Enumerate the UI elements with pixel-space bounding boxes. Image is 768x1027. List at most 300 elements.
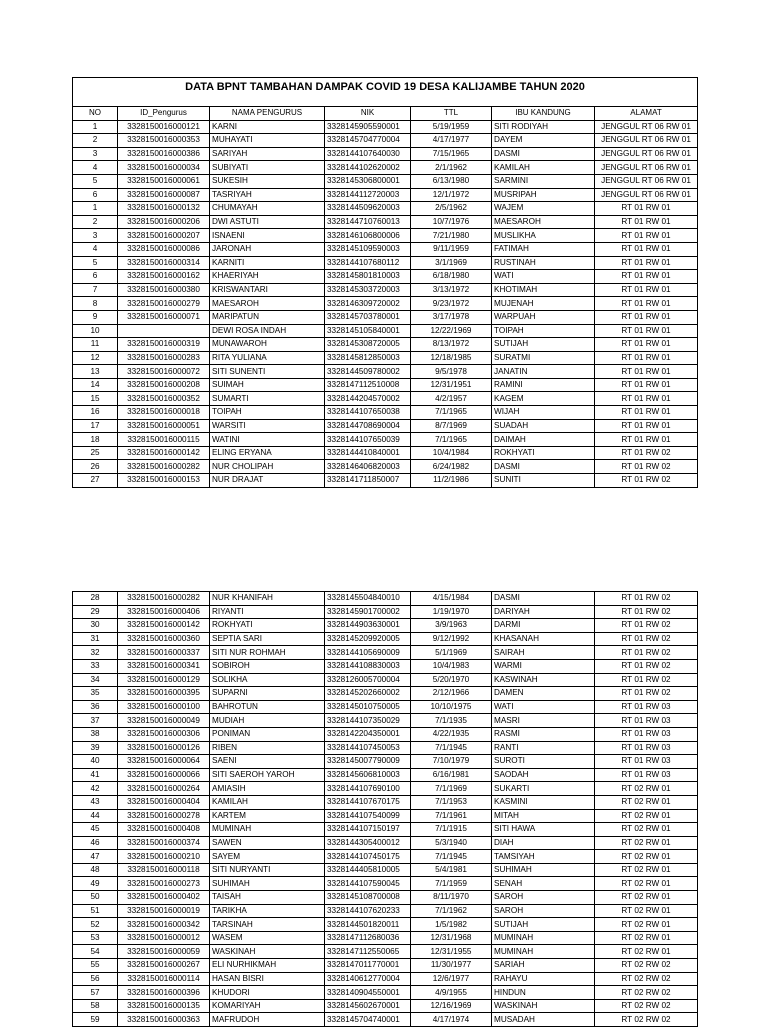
cell-no: 31 (73, 632, 118, 646)
cell-ibu-kandung: SITI HAWA (492, 823, 595, 837)
cell-no: 51 (73, 904, 118, 918)
cell-ibu-kandung: SURATMI (492, 351, 595, 365)
cell-no: 5 (73, 174, 118, 188)
cell-id-pengurus: 3328150016000086 (118, 242, 210, 256)
cell-alamat: RT 02 RW 02 (595, 986, 698, 1000)
cell-ibu-kandung: KHOTIMAH (492, 283, 595, 297)
cell-ttl: 5/1/1969 (411, 646, 492, 660)
cell-nama-pengurus: DWI ASTUTI (210, 215, 325, 229)
cell-alamat: RT 02 RW 01 (595, 931, 698, 945)
cell-nik: 3328145308720005 (325, 338, 411, 352)
data-table-top (72, 77, 698, 488)
cell-id-pengurus: 3328150016000267 (118, 959, 210, 973)
cell-nik: 3328147011770001 (325, 959, 411, 973)
cell-id-pengurus: 3328150016000142 (118, 446, 210, 460)
cell-id-pengurus: 3328150016000087 (118, 188, 210, 202)
table-row (73, 392, 698, 406)
cell-id-pengurus: 3328150016000386 (118, 147, 210, 161)
cell-no: 3 (73, 147, 118, 161)
cell-no: 58 (73, 999, 118, 1013)
cell-nama-pengurus: WARSITI (210, 419, 325, 433)
cell-ibu-kandung: JANATIN (492, 365, 595, 379)
cell-nik: 3328147112510008 (325, 378, 411, 392)
cell-nik: 3328144509620003 (325, 202, 411, 216)
data-table-bottom (72, 591, 698, 1027)
cell-ibu-kandung: KASWINAH (492, 673, 595, 687)
cell-ibu-kandung: DARMI (492, 619, 595, 633)
cell-no: 17 (73, 419, 118, 433)
cell-nik: 3328141711850007 (325, 474, 411, 488)
cell-id-pengurus: 3328150016000132 (118, 202, 210, 216)
table-row (73, 161, 698, 175)
cell-ibu-kandung: RASMI (492, 727, 595, 741)
cell-alamat: RT 01 RW 01 (595, 365, 698, 379)
cell-no: 3 (73, 229, 118, 243)
cell-no: 27 (73, 474, 118, 488)
cell-nik: 3328144102620002 (325, 161, 411, 175)
cell-no: 2 (73, 134, 118, 148)
cell-no: 37 (73, 714, 118, 728)
cell-ibu-kandung: SAODAH (492, 768, 595, 782)
table-row (73, 474, 698, 488)
table-row (73, 188, 698, 202)
cell-alamat: RT 01 RW 02 (595, 646, 698, 660)
table-row (73, 673, 698, 687)
cell-nama-pengurus: TOIPAH (210, 406, 325, 420)
cell-ibu-kandung: SUTIJAH (492, 918, 595, 932)
cell-id-pengurus: 3328150016000118 (118, 863, 210, 877)
cell-ttl: 8/13/1972 (411, 338, 492, 352)
cell-alamat: RT 01 RW 02 (595, 659, 698, 673)
cell-ibu-kandung: KAMILAH (492, 161, 595, 175)
cell-nama-pengurus: KAMILAH (210, 795, 325, 809)
cell-id-pengurus: 3328150016000210 (118, 850, 210, 864)
cell-nik: 3328144501820011 (325, 918, 411, 932)
cell-no: 48 (73, 863, 118, 877)
cell-nama-pengurus: ELI NURHIKMAH (210, 959, 325, 973)
cell-ibu-kandung: SITI RODIYAH (492, 120, 595, 134)
cell-ttl: 7/1/1935 (411, 714, 492, 728)
cell-id-pengurus: 3328150016000353 (118, 134, 210, 148)
cell-ibu-kandung: WATI (492, 700, 595, 714)
cell-no: 32 (73, 646, 118, 660)
table-row (73, 378, 698, 392)
cell-ibu-kandung: SUTIJAH (492, 338, 595, 352)
cell-no: 13 (73, 365, 118, 379)
cell-ibu-kandung: DAYEM (492, 134, 595, 148)
table-body-bottom (73, 592, 698, 1027)
table-row (73, 972, 698, 986)
table-row (73, 768, 698, 782)
table-row (73, 795, 698, 809)
cell-nama-pengurus: DEWI ROSA INDAH (210, 324, 325, 338)
table-row (73, 446, 698, 460)
cell-ibu-kandung: SARIAH (492, 959, 595, 973)
cell-nama-pengurus: SUMARTI (210, 392, 325, 406)
table-row (73, 270, 698, 284)
cell-ibu-kandung: MASRI (492, 714, 595, 728)
cell-nama-pengurus: SITI SUNENTI (210, 365, 325, 379)
cell-alamat: RT 01 RW 01 (595, 215, 698, 229)
table-row (73, 659, 698, 673)
cell-alamat: RT 01 RW 01 (595, 297, 698, 311)
table-row (73, 310, 698, 324)
cell-alamat: JENGGUL RT 06 RW 01 (595, 134, 698, 148)
cell-id-pengurus: 3328150016000064 (118, 755, 210, 769)
cell-nama-pengurus: KRISWANTARI (210, 283, 325, 297)
cell-alamat: RT 01 RW 01 (595, 338, 698, 352)
table-row (73, 202, 698, 216)
cell-id-pengurus: 3328150016000162 (118, 270, 210, 284)
table-row (73, 931, 698, 945)
cell-alamat: RT 01 RW 01 (595, 242, 698, 256)
cell-id-pengurus: 3328150016000208 (118, 378, 210, 392)
cell-id-pengurus: 3328150016000341 (118, 659, 210, 673)
cell-nik: 3328144107620233 (325, 904, 411, 918)
cell-no: 26 (73, 460, 118, 474)
table-row (73, 338, 698, 352)
cell-nama-pengurus: SARIYAH (210, 147, 325, 161)
cell-nama-pengurus: SEPTIA SARI (210, 632, 325, 646)
cell-ttl: 5/3/1940 (411, 836, 492, 850)
cell-id-pengurus: 3328150016000352 (118, 392, 210, 406)
cell-alamat: RT 01 RW 02 (595, 673, 698, 687)
cell-no: 50 (73, 891, 118, 905)
cell-id-pengurus: 3328150016000135 (118, 999, 210, 1013)
cell-no: 44 (73, 809, 118, 823)
cell-nama-pengurus: ISNAENI (210, 229, 325, 243)
cell-nama-pengurus: WASEM (210, 931, 325, 945)
cell-nik: 3328144903630001 (325, 619, 411, 633)
cell-id-pengurus: 3328150016000342 (118, 918, 210, 932)
column-header-nik: NIK (325, 107, 411, 121)
cell-ttl: 3/9/1963 (411, 619, 492, 633)
cell-nik: 3328140904550001 (325, 986, 411, 1000)
cell-nik: 3328144204570002 (325, 392, 411, 406)
cell-nama-pengurus: BAHROTUN (210, 700, 325, 714)
cell-nik: 3328144708690004 (325, 419, 411, 433)
cell-ttl: 7/1/1961 (411, 809, 492, 823)
cell-ttl: 8/7/1969 (411, 419, 492, 433)
cell-nama-pengurus: TAISAH (210, 891, 325, 905)
cell-ttl: 7/21/1980 (411, 229, 492, 243)
cell-id-pengurus: 3328150016000273 (118, 877, 210, 891)
cell-no: 38 (73, 727, 118, 741)
cell-alamat: JENGGUL RT 06 RW 01 (595, 161, 698, 175)
cell-id-pengurus (118, 324, 210, 338)
cell-id-pengurus: 3328150016000314 (118, 256, 210, 270)
cell-no: 56 (73, 972, 118, 986)
table-row (73, 891, 698, 905)
cell-nik: 3328145606810003 (325, 768, 411, 782)
cell-no: 1 (73, 120, 118, 134)
cell-id-pengurus: 3328150016000142 (118, 619, 210, 633)
cell-nama-pengurus: SUBIYATI (210, 161, 325, 175)
cell-alamat: RT 01 RW 02 (595, 592, 698, 606)
cell-nik: 3328144107450175 (325, 850, 411, 864)
cell-nik: 3328144107650039 (325, 433, 411, 447)
cell-alamat: RT 01 RW 01 (595, 256, 698, 270)
table-row (73, 351, 698, 365)
cell-nik: 3328144107690100 (325, 782, 411, 796)
cell-ttl: 8/11/1970 (411, 891, 492, 905)
cell-id-pengurus: 3328150016000279 (118, 297, 210, 311)
cell-alamat: RT 01 RW 03 (595, 700, 698, 714)
cell-no: 16 (73, 406, 118, 420)
table-row (73, 646, 698, 660)
cell-nama-pengurus: MUMINAH (210, 823, 325, 837)
cell-id-pengurus: 3328150016000012 (118, 931, 210, 945)
cell-ttl: 7/10/1979 (411, 755, 492, 769)
cell-no: 55 (73, 959, 118, 973)
table-row (73, 215, 698, 229)
cell-ttl: 7/1/1959 (411, 877, 492, 891)
cell-alamat: JENGGUL RT 06 RW 01 (595, 147, 698, 161)
cell-id-pengurus: 3328150016000066 (118, 768, 210, 782)
cell-ibu-kandung: DAMEN (492, 687, 595, 701)
cell-nama-pengurus: ROKHYATI (210, 619, 325, 633)
cell-ttl: 4/17/1974 (411, 1013, 492, 1027)
cell-no: 59 (73, 1013, 118, 1027)
cell-ttl: 3/17/1978 (411, 310, 492, 324)
cell-alamat: RT 02 RW 02 (595, 999, 698, 1013)
cell-no: 7 (73, 283, 118, 297)
cell-nama-pengurus: MAFRUDOH (210, 1013, 325, 1027)
cell-id-pengurus: 3328150016000072 (118, 365, 210, 379)
cell-no: 34 (73, 673, 118, 687)
cell-nama-pengurus: MUHAYATI (210, 134, 325, 148)
cell-id-pengurus: 3328150016000282 (118, 460, 210, 474)
cell-no: 43 (73, 795, 118, 809)
cell-nama-pengurus: MUNAWAROH (210, 338, 325, 352)
cell-ibu-kandung: SUNITI (492, 474, 595, 488)
cell-ttl: 9/5/1978 (411, 365, 492, 379)
cell-nama-pengurus: SUPARNI (210, 687, 325, 701)
cell-ibu-kandung: KHASANAH (492, 632, 595, 646)
cell-id-pengurus: 3328150016000049 (118, 714, 210, 728)
cell-nik: 3328145303720003 (325, 283, 411, 297)
cell-ttl: 7/1/1953 (411, 795, 492, 809)
cell-ttl: 4/22/1935 (411, 727, 492, 741)
cell-alamat: RT 02 RW 01 (595, 877, 698, 891)
cell-nik: 3328144107540099 (325, 809, 411, 823)
cell-ibu-kandung: TAMSIYAH (492, 850, 595, 864)
cell-id-pengurus: 3328150016000406 (118, 605, 210, 619)
table-row (73, 619, 698, 633)
cell-nik: 3328145905590001 (325, 120, 411, 134)
cell-id-pengurus: 3328150016000380 (118, 283, 210, 297)
cell-nik: 3328126005700004 (325, 673, 411, 687)
cell-no: 4 (73, 242, 118, 256)
table-row (73, 809, 698, 823)
table-row (73, 700, 698, 714)
cell-nik: 3328145105840001 (325, 324, 411, 338)
table-row (73, 714, 698, 728)
cell-ibu-kandung: DAIMAH (492, 433, 595, 447)
cell-ibu-kandung: WARMI (492, 659, 595, 673)
cell-ibu-kandung: MUJENAH (492, 297, 595, 311)
cell-ibu-kandung: DARIYAH (492, 605, 595, 619)
cell-nik: 3328145703780001 (325, 310, 411, 324)
cell-ibu-kandung: KASMINI (492, 795, 595, 809)
cell-alamat: RT 01 RW 03 (595, 714, 698, 728)
cell-nama-pengurus: ELING ERYANA (210, 446, 325, 460)
cell-ttl: 12/1/1972 (411, 188, 492, 202)
cell-alamat: RT 02 RW 01 (595, 891, 698, 905)
table-row (73, 727, 698, 741)
cell-nama-pengurus: NUR DRAJAT (210, 474, 325, 488)
cell-nik: 3328144405810005 (325, 863, 411, 877)
cell-no: 2 (73, 215, 118, 229)
cell-ttl: 10/7/1976 (411, 215, 492, 229)
cell-nama-pengurus: SOLIKHA (210, 673, 325, 687)
cell-no: 35 (73, 687, 118, 701)
table-row (73, 433, 698, 447)
cell-alamat: RT 01 RW 03 (595, 727, 698, 741)
cell-alamat: RT 01 RW 01 (595, 283, 698, 297)
cell-nama-pengurus: SUHIMAH (210, 877, 325, 891)
cell-no: 36 (73, 700, 118, 714)
cell-nama-pengurus: MARIPATUN (210, 310, 325, 324)
cell-id-pengurus: 3328150016000404 (118, 795, 210, 809)
cell-no: 54 (73, 945, 118, 959)
cell-ibu-kandung: SENAH (492, 877, 595, 891)
cell-id-pengurus: 3328150016000396 (118, 986, 210, 1000)
cell-nik: 3328142204350001 (325, 727, 411, 741)
cell-ibu-kandung: DIAH (492, 836, 595, 850)
cell-ttl: 4/2/1957 (411, 392, 492, 406)
cell-no: 29 (73, 605, 118, 619)
table-row (73, 850, 698, 864)
cell-nik: 3328144509780002 (325, 365, 411, 379)
cell-ttl: 12/18/1985 (411, 351, 492, 365)
cell-ttl: 6/16/1981 (411, 768, 492, 782)
table-row (73, 959, 698, 973)
cell-alamat: JENGGUL RT 06 RW 01 (595, 174, 698, 188)
table-row (73, 242, 698, 256)
cell-nama-pengurus: KHUDORI (210, 986, 325, 1000)
cell-ttl: 7/1/1965 (411, 406, 492, 420)
cell-id-pengurus: 3328150016000129 (118, 673, 210, 687)
cell-ibu-kandung: SUADAH (492, 419, 595, 433)
table-row (73, 134, 698, 148)
cell-nik: 3328140612770004 (325, 972, 411, 986)
cell-nama-pengurus: RITA YULIANA (210, 351, 325, 365)
cell-ttl: 6/18/1980 (411, 270, 492, 284)
cell-nik: 3328145812850003 (325, 351, 411, 365)
table-row (73, 945, 698, 959)
cell-alamat: RT 01 RW 03 (595, 755, 698, 769)
cell-nama-pengurus: SOBIROH (210, 659, 325, 673)
cell-no: 6 (73, 270, 118, 284)
cell-nama-pengurus: SITI NURYANTI (210, 863, 325, 877)
cell-id-pengurus: 3328150016000019 (118, 904, 210, 918)
cell-ibu-kandung: SAIRAH (492, 646, 595, 660)
cell-alamat: RT 02 RW 01 (595, 918, 698, 932)
cell-alamat: JENGGUL RT 06 RW 01 (595, 188, 698, 202)
cell-alamat: RT 01 RW 01 (595, 419, 698, 433)
cell-nik: 3328147112550065 (325, 945, 411, 959)
cell-no: 8 (73, 297, 118, 311)
cell-nik: 3328147112680036 (325, 931, 411, 945)
cell-nik: 3328144105690009 (325, 646, 411, 660)
cell-ttl: 6/13/1980 (411, 174, 492, 188)
table-row (73, 863, 698, 877)
cell-nik: 3328146106800006 (325, 229, 411, 243)
cell-ttl: 4/17/1977 (411, 134, 492, 148)
cell-alamat: RT 02 RW 01 (595, 863, 698, 877)
cell-ttl: 3/13/1972 (411, 283, 492, 297)
cell-ttl: 9/23/1972 (411, 297, 492, 311)
cell-no: 10 (73, 324, 118, 338)
table-row (73, 904, 698, 918)
cell-nik: 3328144107640030 (325, 147, 411, 161)
cell-alamat: RT 02 RW 01 (595, 836, 698, 850)
cell-id-pengurus: 3328150016000337 (118, 646, 210, 660)
cell-nama-pengurus: SUKESIH (210, 174, 325, 188)
cell-id-pengurus: 3328150016000402 (118, 891, 210, 905)
cell-alamat: RT 01 RW 01 (595, 351, 698, 365)
cell-ttl: 2/1/1962 (411, 161, 492, 175)
cell-alamat: RT 01 RW 02 (595, 446, 698, 460)
cell-nik: 3328146406820003 (325, 460, 411, 474)
cell-ttl: 12/22/1969 (411, 324, 492, 338)
cell-nama-pengurus: WASKINAH (210, 945, 325, 959)
table-row (73, 986, 698, 1000)
cell-ibu-kandung: MUSLIKHA (492, 229, 595, 243)
column-header-ibu-kandung: IBU KANDUNG (492, 107, 595, 121)
cell-id-pengurus: 3328150016000306 (118, 727, 210, 741)
cell-ttl: 1/19/1970 (411, 605, 492, 619)
cell-no: 9 (73, 310, 118, 324)
cell-ibu-kandung: RAHAYU (492, 972, 595, 986)
cell-nama-pengurus: KARTEM (210, 809, 325, 823)
cell-ibu-kandung: WATI (492, 270, 595, 284)
cell-alamat: RT 01 RW 02 (595, 687, 698, 701)
table-body-top (73, 120, 698, 487)
cell-id-pengurus: 3328150016000051 (118, 419, 210, 433)
table-row (73, 283, 698, 297)
cell-ttl: 9/12/1992 (411, 632, 492, 646)
cell-no: 40 (73, 755, 118, 769)
cell-ttl: 7/1/1969 (411, 782, 492, 796)
cell-id-pengurus: 3328150016000153 (118, 474, 210, 488)
cell-nama-pengurus: NUR KHANIFAH (210, 592, 325, 606)
cell-alamat: RT 01 RW 02 (595, 619, 698, 633)
cell-no: 5 (73, 256, 118, 270)
cell-alamat: RT 02 RW 01 (595, 809, 698, 823)
cell-alamat: RT 01 RW 01 (595, 392, 698, 406)
cell-ttl: 3/1/1969 (411, 256, 492, 270)
cell-ibu-kandung: DASMI (492, 460, 595, 474)
column-header-ttl: TTL (411, 107, 492, 121)
cell-nik: 3328144107590045 (325, 877, 411, 891)
cell-alamat: RT 02 RW 01 (595, 782, 698, 796)
cell-no: 42 (73, 782, 118, 796)
cell-ttl: 4/9/1955 (411, 986, 492, 1000)
table-row (73, 605, 698, 619)
cell-alamat: RT 01 RW 02 (595, 474, 698, 488)
cell-ttl: 6/24/1982 (411, 460, 492, 474)
cell-id-pengurus: 3328150016000061 (118, 174, 210, 188)
cell-nama-pengurus: KOMARIYAH (210, 999, 325, 1013)
cell-alamat: RT 01 RW 01 (595, 324, 698, 338)
cell-ttl: 2/5/1962 (411, 202, 492, 216)
table-row (73, 229, 698, 243)
column-header-id-pengurus: ID_Pengurus (118, 107, 210, 121)
cell-nik: 3328145306800001 (325, 174, 411, 188)
cell-nik: 3328144108830003 (325, 659, 411, 673)
